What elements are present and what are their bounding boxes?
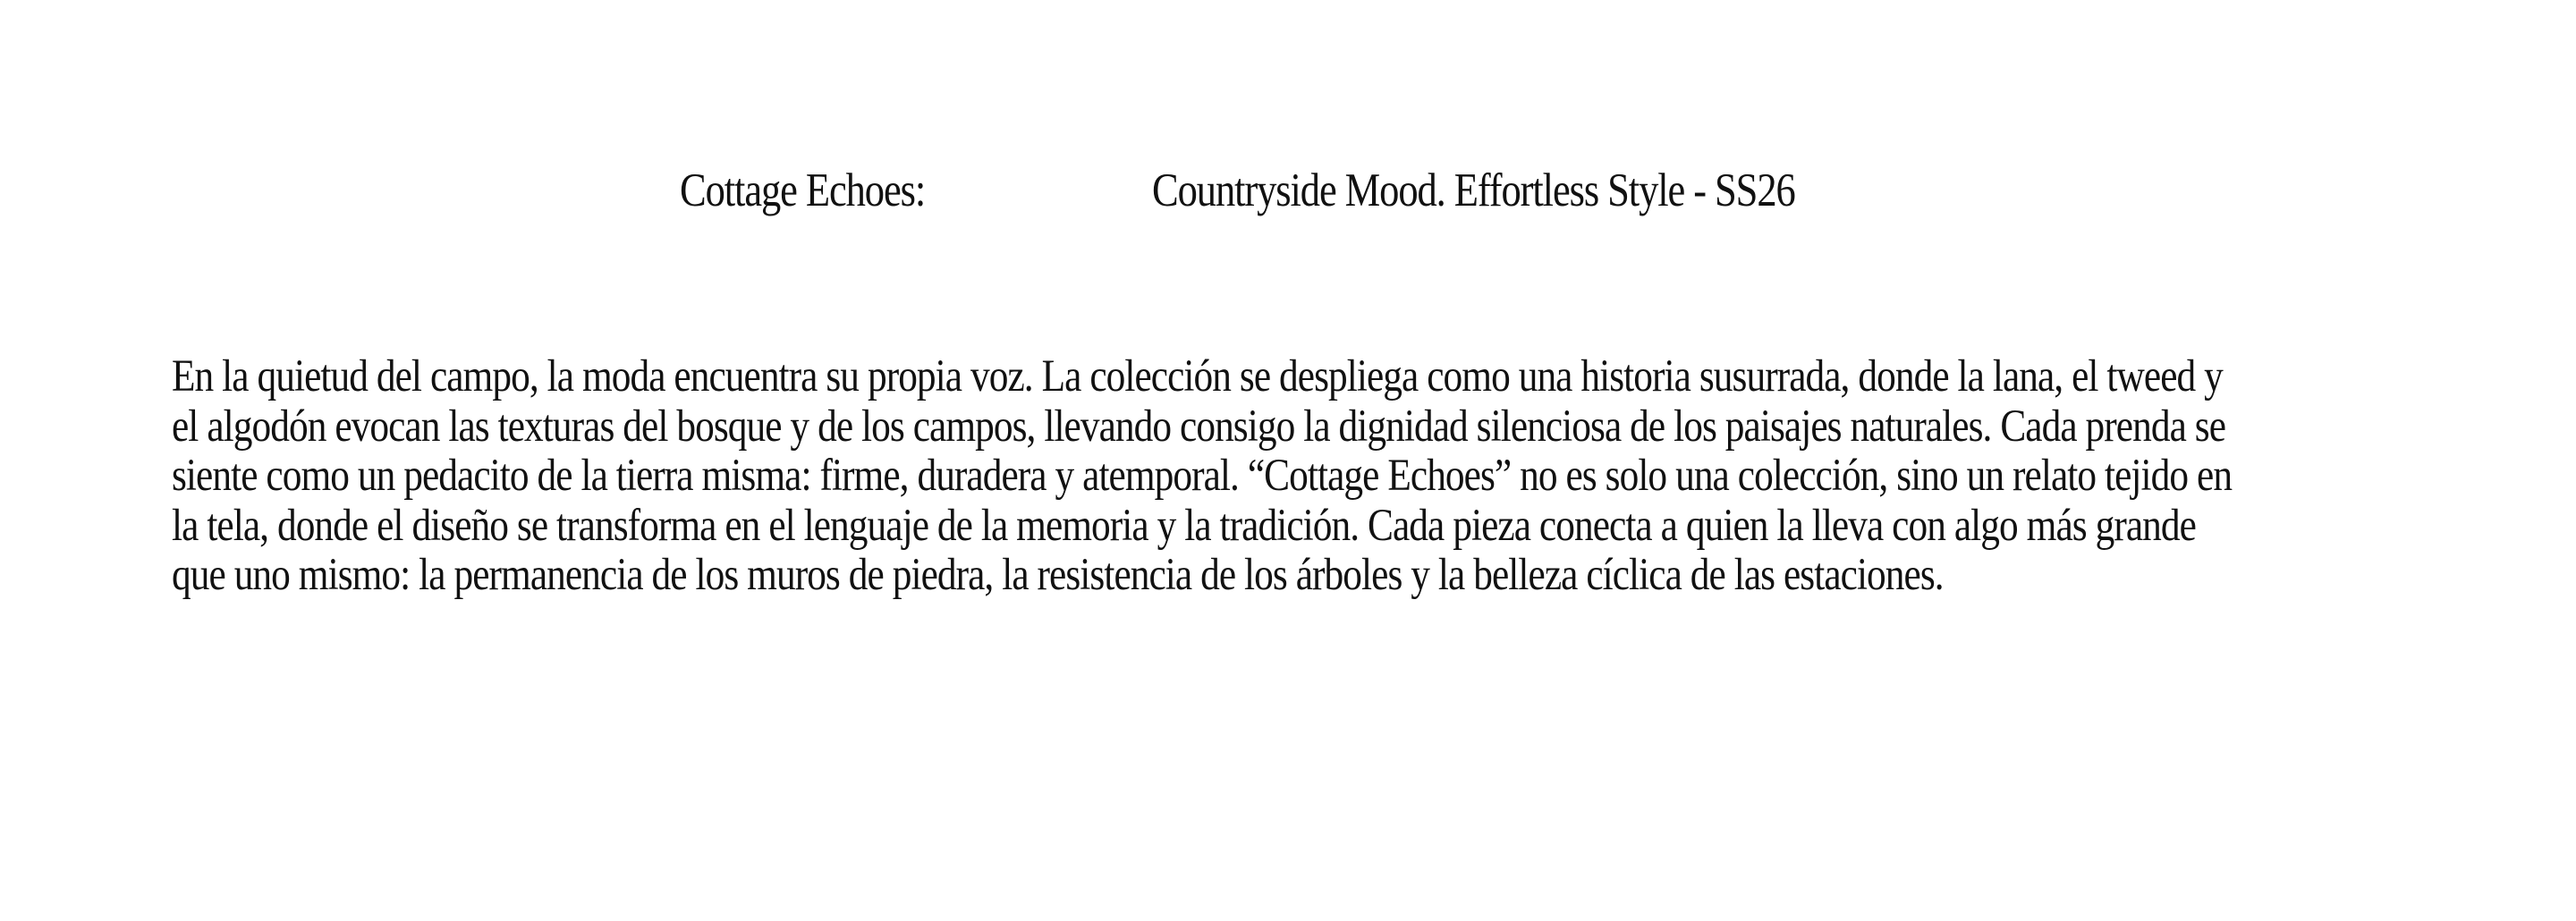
title-collection-name: Cottage Echoes:: [680, 165, 926, 216]
page-title: [0, 159, 2576, 231]
body-line: la tela, donde el diseño se transforma en el lenguaje de la memoria y la tradición. Cada pieza conecta a quien la lleva con algo más grande: [172, 500, 2196, 551]
body-line: el algodón evocan las texturas del bosque y de los campos, llevando consigo la dignidad silenciosa de los paisajes naturales. Cada prenda se: [172, 401, 2226, 452]
body-line: En la quietud del campo, la moda encuentra su propia voz. La colección se despliega como una historia susurrada, donde la lana, el tweed y: [172, 351, 2223, 401]
body-line: siente como un pedacito de la tierra misma: firme, duradera y atemporal. “Cottage Echoes” no es solo una colección, sino un relato tejido en: [172, 451, 2233, 502]
title-subtitle: Countryside Mood. Effortless Style - SS26: [1152, 165, 1795, 216]
body-line: que uno mismo: la permanencia de los muros de piedra, la resistencia de los árboles y la belleza cíclica de las estaciones.: [172, 550, 1944, 601]
body-paragraph: [172, 352, 2426, 601]
